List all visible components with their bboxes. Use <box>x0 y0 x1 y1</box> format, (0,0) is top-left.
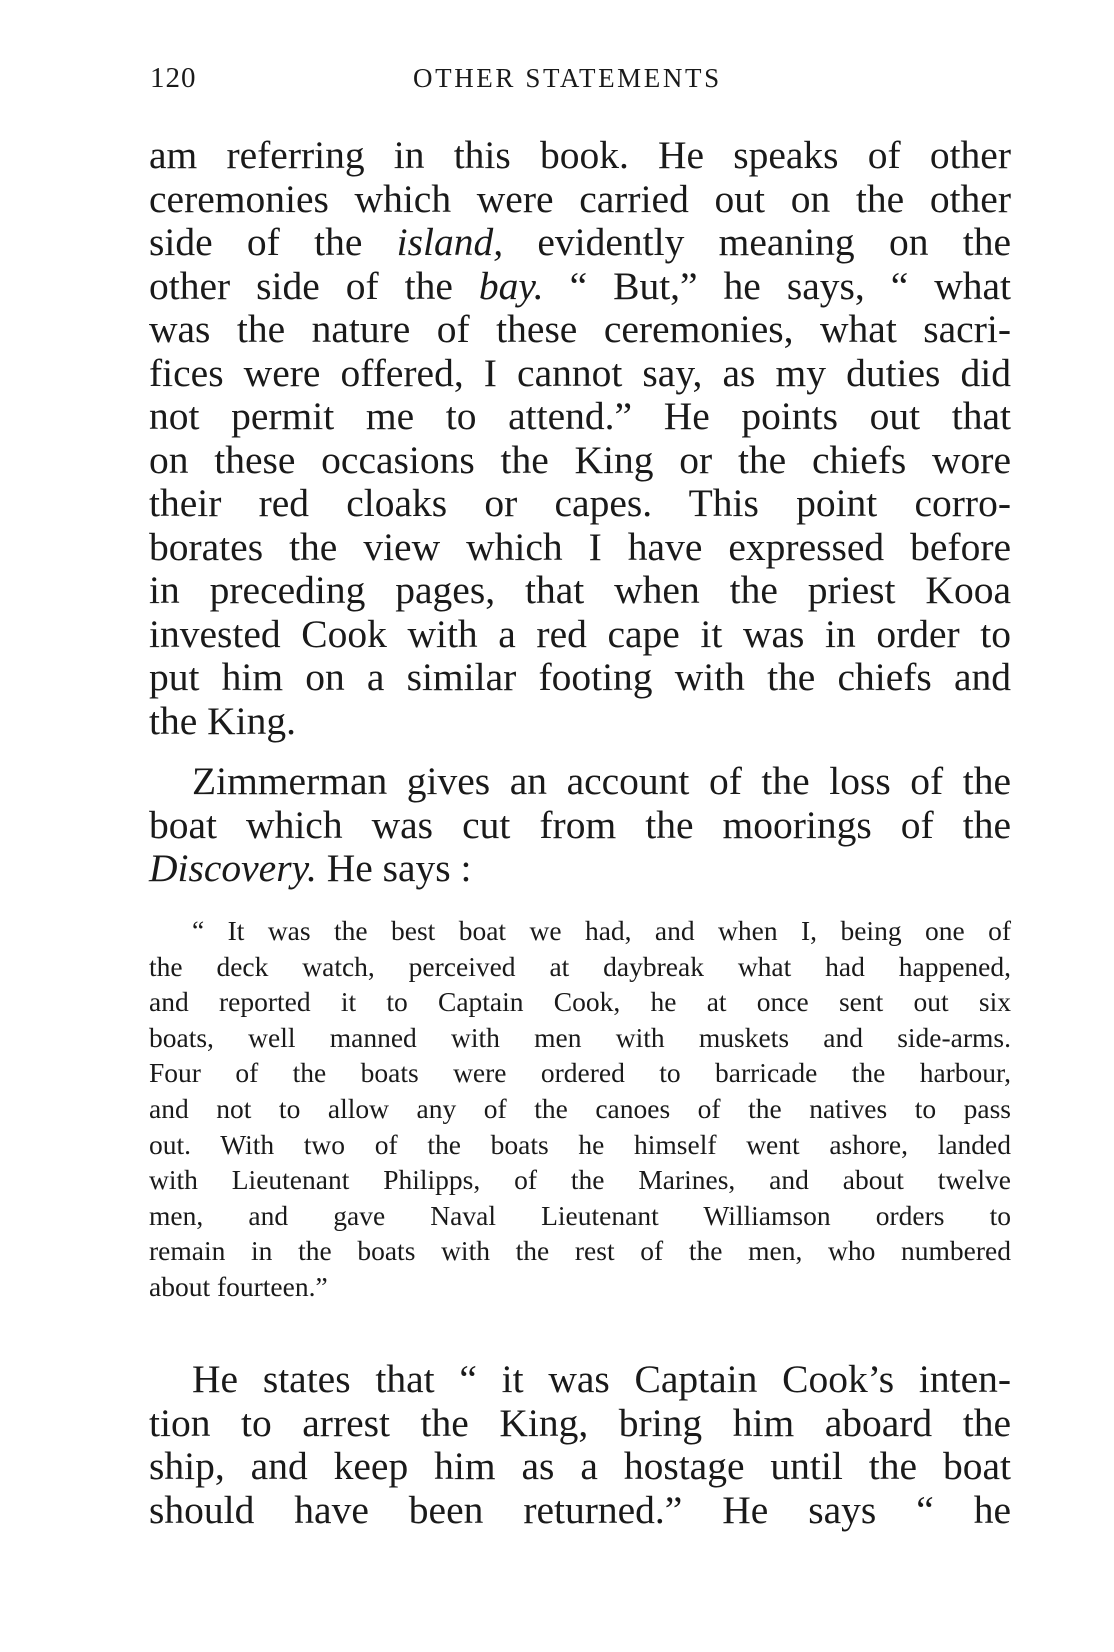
text-line <box>149 265 1011 309</box>
text-line: invested Cook with a red cape it was in order to <box>149 611 1011 656</box>
quote-line: with Lieutenant Philipps, of the Marines, and about twelve <box>149 1164 1011 1196</box>
text-line: put him on a similar footing with the chiefs and <box>149 655 1011 699</box>
text-line: was the nature of these ceremonies, what sacri- <box>149 307 1011 351</box>
quote-line: boats, well manned with men with muskets and side-arms. <box>149 1021 1011 1053</box>
text-line: He states that “ it was Captain Cook’s inten- <box>192 1357 1011 1401</box>
text-segment: side of the <box>149 220 397 264</box>
paragraph-3 <box>149 1358 1011 1532</box>
italic-word: island, <box>396 220 504 264</box>
text-line: in preceding pages, that when the priest Kooa <box>149 568 1011 612</box>
quote-line: and not to allow any of the canoes of the natives to pass <box>149 1092 1011 1124</box>
quote-line: “ It was the best boat we had, and when I, being one of <box>192 915 1011 946</box>
text-segment: “ But,” he says, “ what <box>543 263 1011 308</box>
page-number: 120 <box>150 62 197 94</box>
text-line: fices were offered, I cannot say, as my duties did <box>149 350 1011 395</box>
text-line: not permit me to attend.” He points out that <box>149 394 1011 438</box>
text-line: borates the view which I have expressed before <box>149 524 1011 569</box>
text-line: am referring in this book. He speaks of other <box>149 133 1011 177</box>
text-line: Zimmerman gives an account of the loss of the <box>192 759 1011 803</box>
quote-line: men, and gave Naval Lieutenant Williamson orders to <box>149 1199 1011 1231</box>
text-line: ceremonies which were carried out on the other <box>149 176 1011 221</box>
italic-word: bay. <box>478 263 544 308</box>
text-line <box>149 847 1011 891</box>
text-line: on these occasions the King or the chiefs wore <box>149 437 1011 482</box>
running-head <box>150 62 1010 102</box>
quote-line: the deck watch, perceived at daybreak what had happened, <box>149 950 1011 982</box>
text-segment: He says : <box>316 846 472 890</box>
paragraph-1 <box>149 134 1011 743</box>
text-line: tion to arrest the King, bring him aboard the <box>149 1400 1011 1445</box>
quote-line: and reported it to Captain Cook, he at once sent out six <box>149 986 1011 1018</box>
text-line: should have been returned.” He says “ he <box>149 1487 1011 1532</box>
quote-line: remain in the boats with the rest of the men, who numbered <box>149 1235 1011 1267</box>
text-line: ship, and keep him as a hostage until the boat <box>149 1444 1011 1488</box>
quote-line: out. With two of the boats he himself went ashore, landed <box>149 1128 1011 1160</box>
text-line: the King. <box>149 698 297 743</box>
quote-line: Four of the boats were ordered to barricade the harbour, <box>149 1057 1011 1089</box>
italic-word: Discovery. <box>149 846 317 890</box>
quote-line: about fourteen.” <box>149 1270 328 1302</box>
running-title: OTHER STATEMENTS <box>413 63 722 93</box>
text-line <box>149 221 1011 265</box>
paragraph-2 <box>149 760 1011 891</box>
text-line: their red cloaks or capes. This point corro- <box>149 481 1011 525</box>
block-quotation <box>149 913 1011 1305</box>
text-segment: other side of the <box>149 263 479 308</box>
text-line: boat which was cut from the moorings of the <box>149 802 1011 847</box>
text-segment: evidently meaning on the <box>503 220 1011 264</box>
